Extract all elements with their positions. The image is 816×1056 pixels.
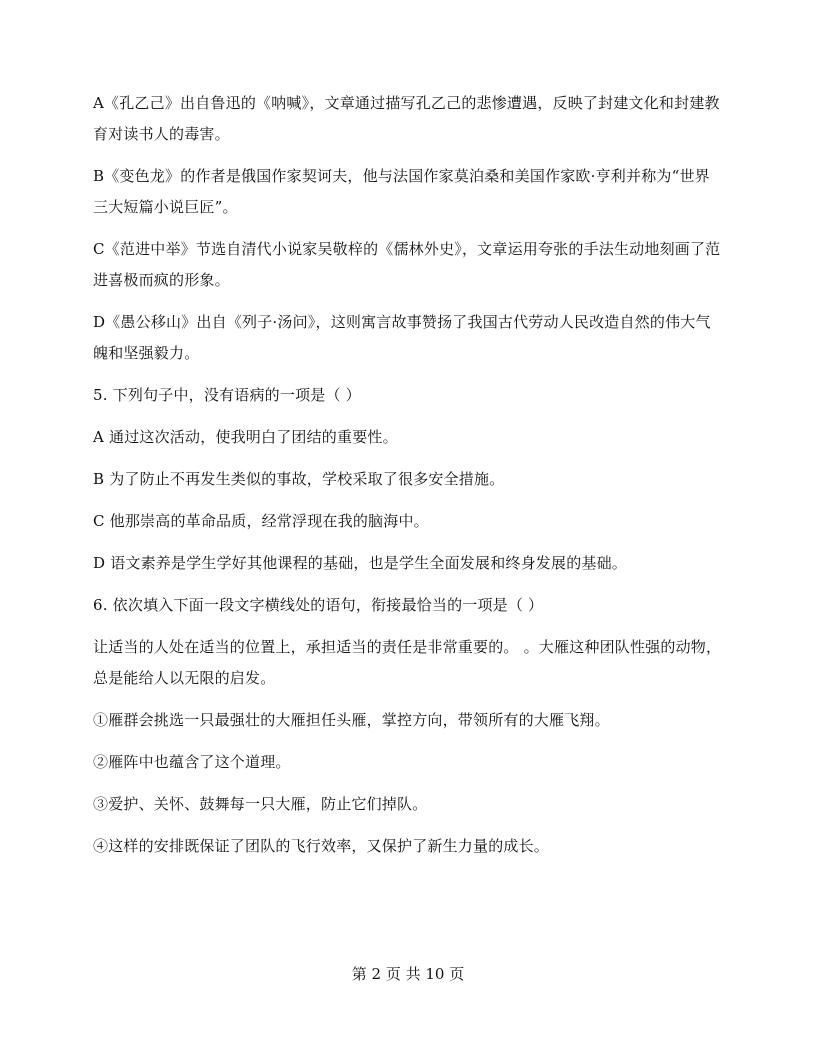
question-5-option-a: A 通过这次活动，使我明白了团结的重要性。 [93, 428, 398, 446]
question-6-passage: 让适当的人处在适当的位置上，承担适当的责任是非常重要的。 。大雁这种团队性强的动物，总是能给人以无限的启发。 [93, 638, 722, 687]
page-content [93, 88, 723, 873]
question-5-option-c: C 他那崇高的革命品质，经常浮现在我的脑海中。 [93, 512, 429, 530]
question-5-option-b: B 为了防止不再发生类似的事故，学校采取了很多安全措施。 [93, 470, 505, 488]
option-b-paragraph: B《变色龙》的作者是俄国作家契诃夫，他与法国作家莫泊桑和美国作家欧·亨利并称为“世界三大短篇小说巨匠”。 [93, 167, 710, 216]
question-5-option-d: D 语文素养是学生学好其他课程的基础，也是学生全面发展和终身发展的基础。 [93, 554, 627, 572]
option-a-paragraph: A《孔乙己》出自鲁迅的《呐喊》，文章通过描写孔乙己的悲惨遭遇，反映了封建文化和封建教育对读书人的毒害。 [93, 94, 720, 143]
option-d-paragraph: D《愚公移山》出自《列子·汤问》，这则寓言故事赞扬了我国古代劳动人民改造自然的伟大气魄和坚强毅力。 [93, 313, 711, 362]
page-number: 第 2 页 共 10 页 [351, 965, 465, 983]
sentence-4: ④这样的安排既保证了团队的飞行效率，又保护了新生力量的成长。 [93, 837, 550, 855]
sentence-2: ②雁阵中也蕴含了这个道理。 [93, 753, 291, 771]
sentence-1: ①雁群会挑选一只最强壮的大雁担任头雁，掌控方向，带领所有的大雁飞翔。 [93, 711, 610, 729]
question-5: 5. 下列句子中，没有语病的一项是（ ） [93, 386, 361, 404]
page-footer [0, 962, 816, 986]
option-c-paragraph: C《范进中举》节选自清代小说家吴敬梓的《儒林外史》，文章运用夸张的手法生动地刻画了范进喜极而疯的形象。 [93, 240, 721, 289]
question-6: 6. 依次填入下面一段文字横线处的语句，衔接最恰当的一项是（ ） [93, 596, 544, 614]
sentence-3: ③爱护、关怀、鼓舞每一只大雁，防止它们掉队。 [93, 795, 428, 813]
